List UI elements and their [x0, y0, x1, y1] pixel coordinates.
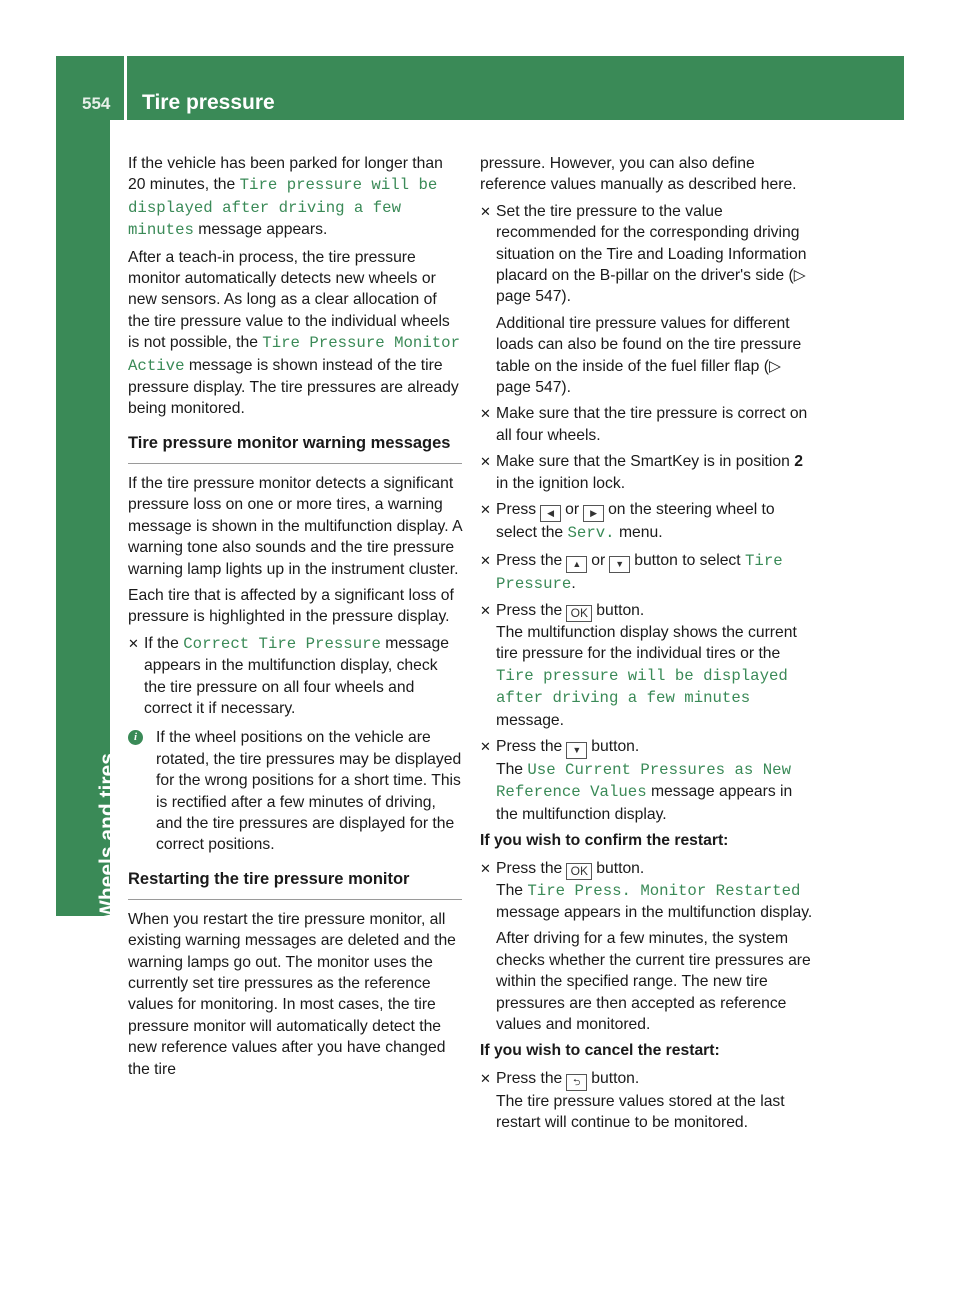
text: button.	[596, 601, 645, 619]
right-column	[480, 153, 816, 1139]
right-arrow-key-icon: ▶	[583, 505, 604, 522]
display-message: Tire Pressure	[496, 551, 783, 593]
text: After a teach-in process, the tire pressure monitor automatically detects new wheels or new sensors. As long as a clear allocation of the tire pressure value to the individual wheels is not possible, the	[128, 248, 450, 352]
ignition-position: 2	[794, 453, 803, 471]
display-message: Tire pressure will be displayed after driving a few minutes	[128, 176, 438, 240]
step-arrow-icon: ✕	[480, 1070, 491, 1086]
step-arrow-icon: ✕	[480, 738, 491, 754]
instruction-step	[480, 499, 816, 544]
step-arrow-icon: ✕	[480, 502, 491, 518]
info-note	[128, 727, 462, 855]
text: The	[496, 881, 528, 899]
text: Press the	[496, 737, 563, 755]
text: Make sure that the SmartKey is in position	[496, 453, 795, 471]
text: message is shown instead of the tire pressure display. The tire pressures are already being monitored.	[128, 356, 459, 418]
text: button to select	[634, 551, 745, 569]
section-sidebar: Wheels and tires	[56, 120, 110, 916]
paragraph: Each tire that is affected by a significant loss of pressure is highlighted in the pressure display.	[128, 586, 454, 626]
section-heading: Tire pressure monitor warning messages	[128, 432, 462, 464]
left-column	[128, 153, 462, 1085]
text: message appears in the multifunction display.	[496, 903, 813, 921]
text: or	[591, 551, 606, 569]
step-arrow-icon: ✕	[480, 454, 491, 470]
text: button.	[596, 859, 645, 877]
text: message appears in the multifunction display.	[496, 783, 793, 823]
step-arrow-icon: ✕	[480, 860, 491, 876]
text: If the wheel positions on the vehicle are rotated, the tire pressures may be displayed for the wrong positions for a short time. This is rectified after a few minutes of driving, and the tire pressures are displayed for the correct positions.	[156, 729, 462, 854]
ok-key-icon: OK	[566, 863, 592, 880]
display-message: Tire pressure will be displayed after driving a few minutes	[496, 666, 788, 708]
page-title: Tire pressure	[142, 91, 275, 114]
instruction-step	[480, 858, 816, 1036]
instruction-step	[480, 550, 816, 595]
instruction-step	[480, 1068, 816, 1134]
display-message: Use Current Pressures as New Reference Values	[496, 760, 791, 802]
left-arrow-key-icon: ◀	[540, 505, 561, 522]
up-arrow-key-icon: ▲	[566, 556, 587, 573]
ok-key-icon: OK	[566, 605, 592, 622]
instruction-step	[128, 633, 462, 720]
instruction-step	[480, 403, 816, 446]
text: Press the	[496, 859, 563, 877]
down-arrow-key-icon: ▼	[609, 556, 630, 573]
text: Press the	[496, 1069, 563, 1087]
paragraph: pressure. However, you can also define reference values manually as described here.	[480, 155, 797, 194]
page-header	[56, 56, 904, 120]
display-message: Tire Press. Monitor Restarted	[527, 881, 801, 900]
paragraph: If the tire pressure monitor detects a significant pressure loss on one or more tires, a warning message is shown in the multifunction display. A warning tone also sounds and the tire pressure warning lamp lights up in the instrument cluster.	[128, 474, 462, 578]
text: message appears in the multifunction display, check the tire pressure on all four wheels and correct it if necessary.	[144, 634, 449, 717]
step-arrow-icon: ✕	[480, 602, 491, 618]
text: .	[571, 574, 576, 592]
text: Press the	[496, 601, 563, 619]
down-arrow-key-icon: ▼	[566, 742, 587, 759]
text: menu.	[614, 524, 663, 542]
text: Press the	[496, 551, 563, 569]
sub-heading: If you wish to cancel the restart:	[480, 1042, 720, 1060]
display-message: Tire Pressure Monitor Active	[128, 334, 460, 375]
display-message: Serv.	[567, 524, 615, 543]
sub-heading: If you wish to confirm the restart:	[480, 832, 729, 850]
paragraph	[128, 153, 462, 242]
text: If the	[144, 634, 184, 652]
step-arrow-icon: ✕	[480, 406, 491, 422]
text: The tire pressure values stored at the last restart will continue to be monitored.	[496, 1092, 785, 1132]
text: Set the tire pressure to the value recommended for the corresponding driving situation on the Tire and Loading Information placard on the B-pillar on the driver's side (▷ page 547).	[496, 202, 807, 306]
step-note: After driving for a few minutes, the system checks whether the current tire pressures are within the specified range. The new tire pressures are then accepted as reference values and monitored.	[496, 930, 811, 1033]
display-message: Correct Tire Pressure	[183, 634, 381, 653]
section-heading: Restarting the tire pressure monitor	[128, 868, 462, 900]
text: The multifunction display shows the current tire pressure for the individual tires or the	[496, 623, 797, 663]
page-number: 554	[82, 94, 111, 113]
info-icon: i	[128, 730, 143, 745]
instruction-step	[480, 736, 816, 825]
instruction-step	[480, 600, 816, 731]
paragraph	[128, 247, 462, 420]
step-note: Additional tire pressure values for different loads can also be found on the tire pressure table on the inside of the fuel filler flap (▷ page 547).	[496, 314, 802, 397]
step-arrow-icon: ✕	[480, 203, 491, 219]
text: message.	[496, 711, 565, 729]
step-arrow-icon: ✕	[480, 552, 491, 568]
step-arrow-icon: ✕	[128, 635, 139, 651]
text: Press	[496, 501, 537, 519]
text: If the vehicle has been parked for longer than 20 minutes, the	[128, 155, 443, 194]
back-key-icon: ⮌	[566, 1074, 587, 1091]
text: message appears.	[193, 221, 328, 239]
text: on the steering wheel to select the	[496, 501, 775, 542]
text: in the ignition lock.	[496, 474, 626, 492]
text: button.	[591, 737, 640, 755]
instruction-step	[480, 451, 816, 494]
paragraph: When you restart the tire pressure monitor, all existing warning messages are deleted and the warning lamps go out. The monitor uses the currently set tire pressures as the reference values for monitoring. In most cases, the tire pressure monitor will automatically detect the new reference values after you have changed the tire	[128, 910, 456, 1078]
text: The	[496, 760, 528, 778]
header-divider	[124, 56, 127, 120]
text: or	[565, 501, 580, 519]
text: Make sure that the tire pressure is correct on all four wheels.	[496, 405, 808, 444]
text: button.	[591, 1069, 640, 1087]
instruction-step	[480, 201, 816, 399]
